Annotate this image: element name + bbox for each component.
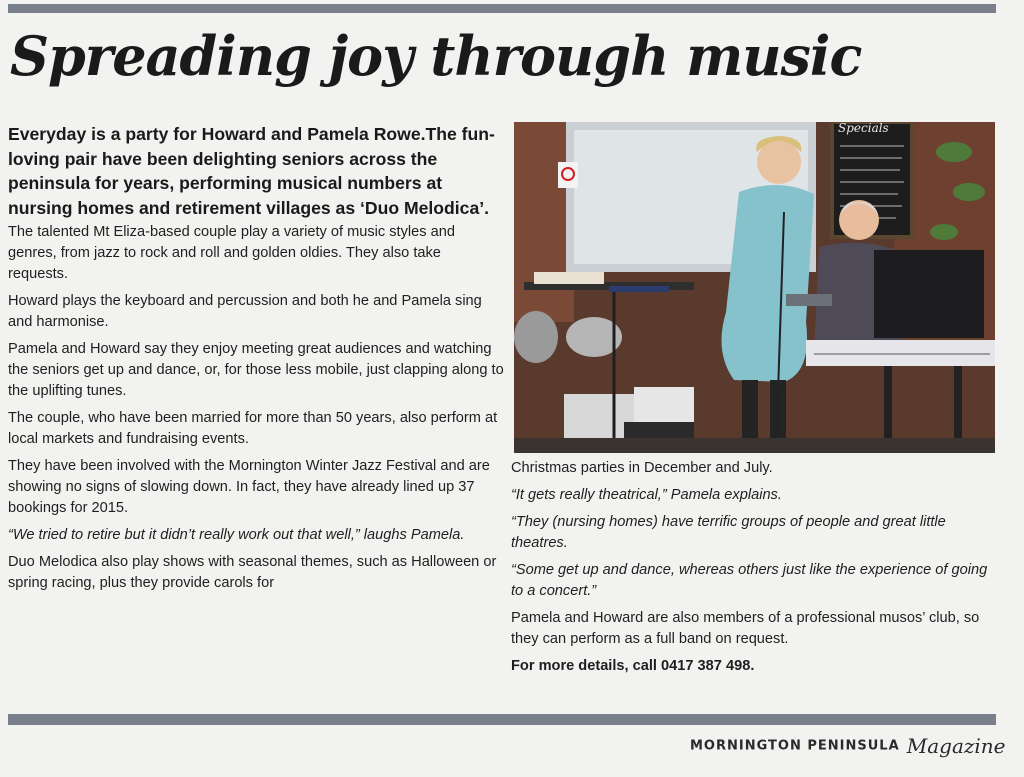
- masthead-magazine: Magazine: [906, 734, 1006, 758]
- bottom-rule: [8, 714, 996, 725]
- body-paragraph: Howard plays the keyboard and percussion and both he and Pamela sing and harmonise.: [8, 293, 482, 330]
- article-photo: [514, 122, 995, 453]
- lead-paragraph: Everyday is a party for Howard and Pamela Rowe.The fun-loving pair have been delighting seniors across the peninsula for years, performing musical numbers at nursing homes and retirement villages as ‘Duo Melodica’.: [8, 124, 495, 218]
- left-column: [8, 122, 504, 600]
- photo-sign-text: Specials: [838, 122, 889, 135]
- right-column: [511, 458, 997, 683]
- quote-paragraph: “It gets really theatrical,” Pamela explains.: [511, 487, 782, 503]
- body-paragraph: The talented Mt Eliza-based couple play a variety of music styles and genres, from jazz to rock and roll and golden oldies. They also take requests.: [8, 224, 455, 282]
- masthead-name: MORNINGTON PENINSULA: [690, 738, 900, 754]
- photo-illustration: [514, 122, 995, 453]
- body-paragraph: Pamela and Howard are also members of a professional musos’ club, so they can perform as a full band on request.: [511, 610, 980, 647]
- top-rule: [8, 4, 996, 13]
- body-paragraph: They have been involved with the Mornington Winter Jazz Festival and are showing no signs of slowing down. In fact, they have already lined up 37 bookings for 2015.: [8, 458, 490, 516]
- quote-paragraph: “They (nursing homes) have terrific groups of people and great little theatres.: [511, 514, 946, 551]
- body-paragraph: The couple, who have been married for more than 50 years, also perform at local markets and fundraising events.: [8, 410, 498, 447]
- quote-paragraph: “Some get up and dance, whereas others just like the experience of going to a concert.”: [511, 562, 988, 599]
- body-paragraph: Duo Melodica also play shows with seasonal themes, such as Halloween or spring racing, plus they provide carols for: [8, 554, 497, 591]
- contact-line: For more details, call 0417 387 498.: [511, 658, 755, 674]
- body-paragraph: Christmas parties in December and July.: [511, 460, 773, 476]
- headline: Spreading joy through music: [10, 24, 862, 88]
- body-paragraph: Pamela and Howard say they enjoy meeting great audiences and watching the seniors get up and dance, or, for those less mobile, just clapping along to the uplifting tunes.: [8, 341, 504, 399]
- masthead: [690, 734, 1006, 764]
- quote-paragraph: “We tried to retire but it didn’t really work out that well,” laughs Pamela.: [8, 527, 465, 543]
